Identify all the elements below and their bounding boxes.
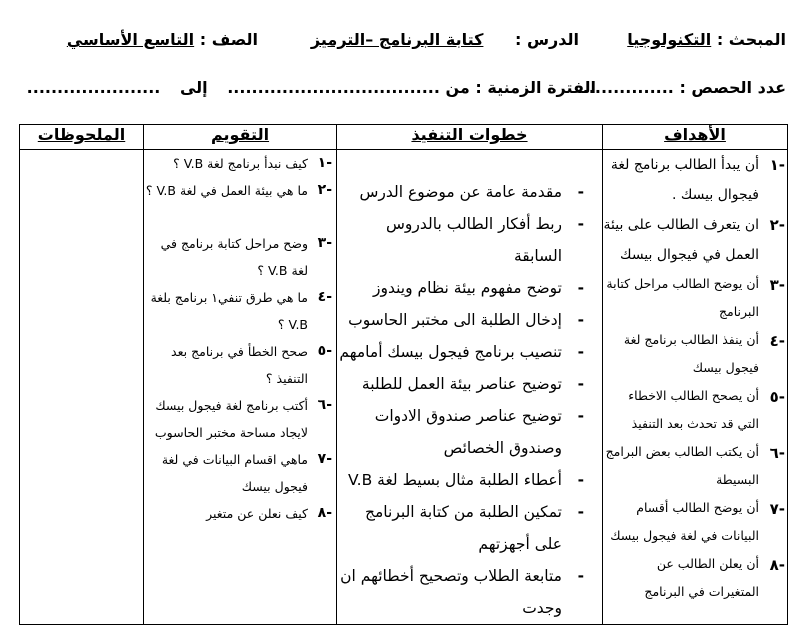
bullet-dash: - [577, 375, 584, 393]
lesson-plan-table [19, 124, 788, 625]
bullet-dash: - [577, 279, 584, 297]
item-text: مقدمة عامة عن موضوع الدرس [359, 183, 562, 201]
objectives-cell [603, 150, 788, 625]
time-label: الفترة الزمنية : من [445, 78, 596, 97]
to-label: إلى [179, 78, 208, 97]
list-item [337, 208, 602, 272]
evaluation-cell [144, 150, 337, 625]
list-item [337, 176, 602, 208]
item-text: ان يتعرف الطالب على بيئة العمل في فيجوال بيسك [603, 217, 759, 263]
item-text: كيف نعلن عن متغير [206, 506, 308, 521]
item-number: -٣ [317, 235, 332, 251]
class-label: الصف : [199, 30, 258, 49]
evaluation-list [144, 150, 336, 527]
list-item [603, 550, 787, 606]
item-number: -١ [317, 155, 332, 171]
objectives-list [603, 150, 787, 606]
bullet-dash: - [577, 503, 584, 521]
item-text: صحح الخطأ في برنامج بعد التنفيذ ؟ [171, 344, 308, 386]
item-number: -١ [769, 156, 785, 174]
notes-cell [20, 150, 144, 625]
bullet-dash: - [577, 407, 584, 425]
item-number: -٥ [317, 343, 332, 359]
class-field [67, 30, 258, 49]
list-item [337, 464, 602, 496]
item-text: توضيح عناصر صندوق الادوات وصندوق الخصائص [374, 407, 562, 457]
item-text: متابعة الطلاب وتصحيح أخطائهم ان وجدت [340, 567, 562, 617]
list-item [144, 230, 336, 284]
list-item [144, 177, 336, 204]
item-text: أن يوضح الطالب أقسام البيانات في لغة فيجول بيسك [610, 500, 759, 543]
table-header-row [20, 125, 788, 150]
lesson-field [311, 30, 579, 49]
item-text: أن يبدأ الطالب برنامج لغة فيجوال بيسك . [610, 157, 759, 203]
lesson-label: الدرس : [515, 30, 579, 49]
list-item [603, 438, 787, 494]
bullet-dash: - [577, 567, 584, 585]
notes-header: الملحوظات [20, 125, 144, 150]
lesson-value: كتابة البرنامج –الترميز [310, 30, 484, 49]
list-item [337, 368, 602, 400]
list-item [337, 560, 602, 624]
item-text: تمكين الطلبة من كتابة البرنامج على أجهزتهم [365, 503, 562, 553]
subject-field [627, 30, 786, 49]
item-text: أن يوضح الطالب مراحل كتابة البرنامج [606, 276, 759, 319]
bullet-dash: - [577, 343, 584, 361]
class-value: التاسع الأساسي [66, 30, 195, 49]
periods-dots: ................ [576, 78, 674, 97]
item-text: أن يعلن الطالب عن المتغيرات في البرنامج [644, 556, 759, 599]
subject-value: التكنولوجيا [627, 30, 712, 49]
list-item [603, 270, 787, 326]
bullet-dash: - [577, 215, 584, 233]
list-item [144, 500, 336, 527]
bullet-dash: - [577, 311, 584, 329]
steps-header: خطوات التنفيذ [337, 125, 603, 150]
item-text: توضح مفهوم بيئة نظام ويندوز [373, 279, 562, 297]
list-item [144, 446, 336, 500]
list-item [603, 494, 787, 550]
item-number: -٨ [769, 556, 785, 574]
time-field [27, 78, 596, 97]
periods-field [577, 78, 786, 97]
item-text: ماهي اقسام البيانات في لغة فيجول بيسك [161, 452, 308, 494]
item-text: أن يكتب الطالب بعض البرامج البسيطة [605, 444, 759, 487]
steps-list [337, 150, 602, 624]
item-number: -٥ [769, 388, 785, 406]
item-text: إدخال الطلبة الى مختبر الحاسوب [348, 311, 562, 329]
item-number: -٤ [317, 289, 332, 305]
time-from-dots: ................................... [227, 78, 440, 97]
item-number: -٧ [769, 500, 785, 518]
item-text: أن يصحح الطالب الاخطاء التي قد تحدث بعد التنفيذ [628, 388, 759, 431]
list-item [337, 400, 602, 464]
periods-label: عدد الحصص : [679, 78, 786, 97]
list-item [144, 392, 336, 446]
list-item [337, 496, 602, 560]
item-number: -٦ [317, 397, 332, 413]
objectives-header: الأهداف [603, 125, 788, 150]
list-item [603, 382, 787, 438]
list-item [603, 210, 787, 270]
item-number: -٧ [317, 451, 332, 467]
item-number: -٤ [769, 332, 785, 350]
item-number: -٣ [769, 276, 785, 294]
item-number: -٨ [317, 505, 332, 521]
item-text: ما هي طرق تنفي١ برنامج بلغة V.B ؟ [150, 290, 308, 332]
steps-cell [337, 150, 603, 625]
bullet-dash: - [577, 183, 584, 201]
item-number: -٦ [769, 444, 785, 462]
table-body-row [20, 150, 788, 625]
item-text: أكتب برنامج لغة فيجول بيسك لايجاد مساحة مختبر الحاسوب [154, 398, 308, 440]
list-item [144, 338, 336, 392]
bullet-dash: - [577, 471, 584, 489]
item-text: ربط أفكار الطالب بالدروس السابقة [386, 215, 562, 265]
list-item [603, 326, 787, 382]
list-item [337, 336, 602, 368]
item-number: -٢ [769, 216, 785, 234]
item-text: تنصيب برنامج فيجول بيسك أمامهم [339, 343, 562, 361]
list-item [337, 304, 602, 336]
item-text: كيف نبدأ برنامج لغة V.B ؟ [173, 156, 308, 171]
item-text: وضح مراحل كتابة برنامج في لغة V.B ؟ [160, 236, 308, 278]
list-item [337, 272, 602, 304]
item-number: -٢ [317, 182, 332, 198]
item-text: توضيح عناصر بيئة العمل للطلبة [361, 375, 562, 393]
time-to-dots: ...................... [26, 78, 161, 97]
list-item [603, 150, 787, 210]
evaluation-header: التقويم [144, 125, 337, 150]
subject-label: المبحث : [716, 30, 786, 49]
item-text: أن ينفذ الطالب برنامج لغة فيجول بيسك [623, 332, 759, 375]
list-item [144, 284, 336, 338]
item-text: أعطاء الطلبة مثال بسيط لغة V.B [348, 471, 562, 489]
list-item [144, 150, 336, 177]
item-text: ما هي بيئة العمل في لغة V.B ؟ [145, 183, 308, 198]
